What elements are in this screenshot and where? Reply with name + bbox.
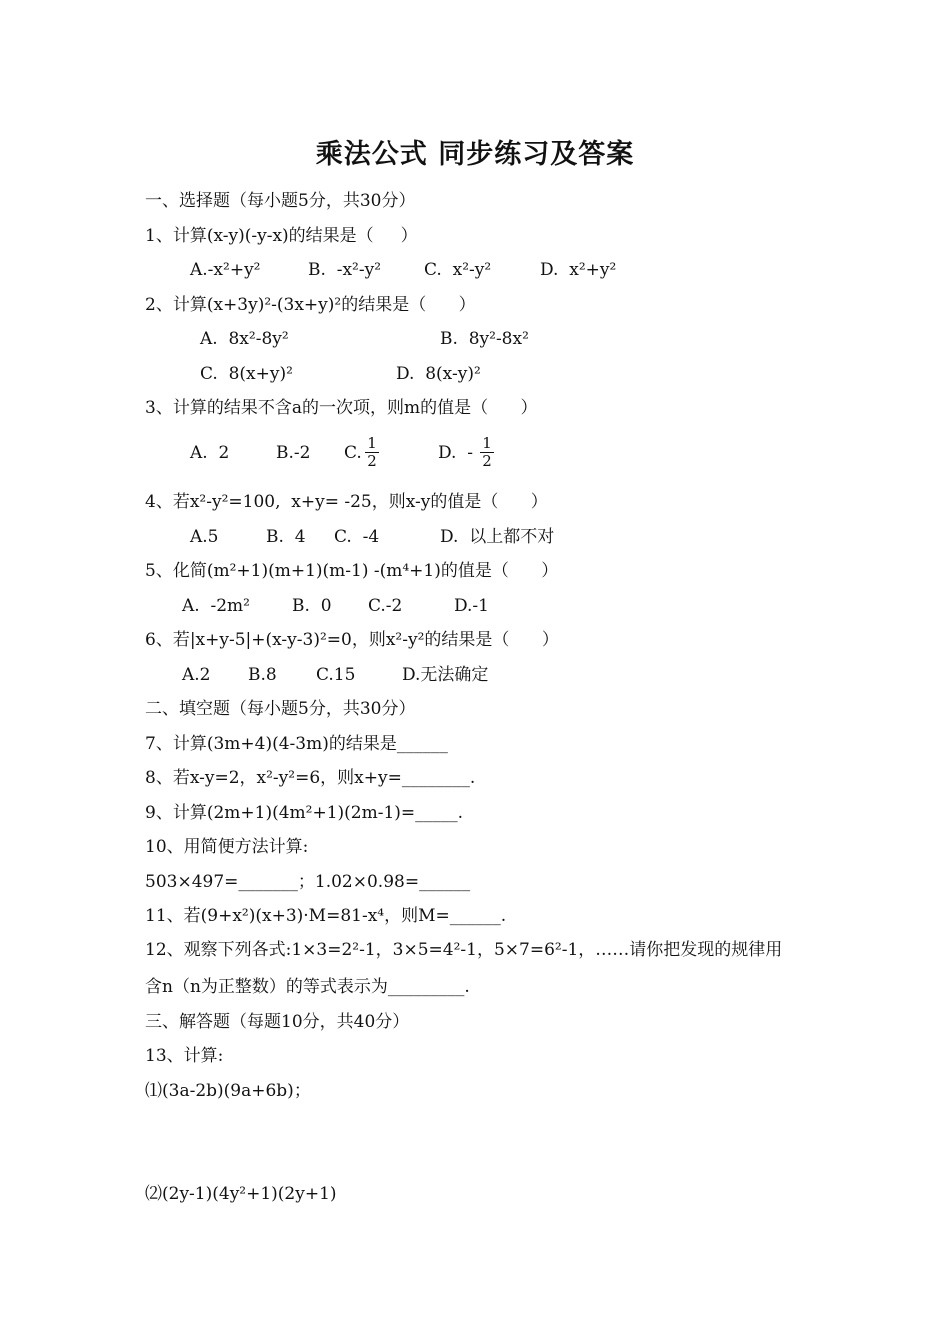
- option-c: C. x²-y²: [424, 260, 492, 280]
- question-4-stem: 4、若x²-y²=100, x+y= -25，则x-y的值是（ ）: [145, 492, 548, 512]
- option-d: D.-1: [454, 596, 489, 616]
- option-a: A.-x²+y²: [190, 260, 261, 280]
- question-13: 13、计算:: [145, 1046, 224, 1066]
- option-b: B.-2: [276, 443, 311, 463]
- option-a: A. -2m²: [182, 596, 250, 616]
- option-b: B. 4: [266, 527, 306, 547]
- question-2-stem: 2、计算(x+3y)²-(3x+y)²的结果是（ ）: [145, 295, 476, 315]
- option-d: D. x²+y²: [540, 260, 617, 280]
- option-c: C.: [344, 443, 362, 463]
- option-a: A.2: [182, 665, 211, 685]
- option-a: A. 8x²-8y²: [200, 329, 289, 349]
- section-heading-fill: 二、填空题（每小题5分，共30分）: [145, 699, 416, 719]
- question-11: 11、若(9+x²)(x+3)·M=81-x⁴，则M=______.: [145, 906, 507, 926]
- option-c: C.15: [316, 665, 356, 685]
- question-8: 8、若x-y=2，x²-y²=6，则x+y=________.: [145, 768, 476, 788]
- question-1-stem: 1、计算(x-y)(-y-x)的结果是（ ）: [145, 226, 418, 246]
- fraction-numerator: 1: [365, 435, 379, 453]
- question-3-stem: 3、计算的结果不含a的一次项，则m的值是（ ）: [145, 398, 538, 418]
- section-heading-choice: 一、选择题（每小题5分，共30分）: [145, 191, 416, 211]
- fraction-option-c: [365, 435, 379, 470]
- question-10-items: 503×497=_______；1.02×0.98=______: [145, 872, 471, 892]
- question-13-part1: ⑴(3a-2b)(9a+6b)；: [145, 1081, 311, 1101]
- option-c: C. -4: [334, 527, 380, 547]
- option-c: C. 8(x+y)²: [200, 364, 293, 384]
- page-title: 乘法公式 同步练习及答案: [315, 139, 635, 170]
- option-b: B. 0: [292, 596, 332, 616]
- question-12-line1: 12、观察下列各式:1×3=2²-1，3×5=4²-1，5×7=6²-1，……请你把发现的规律用: [145, 940, 783, 960]
- option-d: D. 8(x-y)²: [396, 364, 481, 384]
- fraction-denominator: 2: [367, 452, 377, 470]
- section-heading-solve: 三、解答题（每题10分，共40分）: [145, 1012, 410, 1032]
- option-a: A. 2: [190, 443, 230, 463]
- question-12-line2: 含n（n为正整数）的等式表示为_________.: [145, 977, 470, 997]
- question-9: 9、计算(2m+1)(4m²+1)(2m-1)=_____.: [145, 803, 464, 823]
- question-5-stem: 5、化简(m²+1)(m+1)(m-1) -(m⁴+1)的值是（ ）: [145, 561, 559, 581]
- option-b: B.8: [248, 665, 277, 685]
- option-c: C.-2: [368, 596, 403, 616]
- question-10: 10、用简便方法计算:: [145, 837, 309, 857]
- fraction-denominator: 2: [482, 452, 492, 470]
- question-13-part2: ⑵(2y-1)(4y²+1)(2y+1): [145, 1184, 337, 1204]
- question-6-stem: 6、若|x+y-5|+(x-y-3)²=0，则x²-y²的结果是（ ）: [145, 630, 559, 650]
- option-d: D. -: [438, 443, 473, 463]
- option-b: B. 8y²-8x²: [440, 329, 529, 349]
- fraction-option-d: [480, 435, 494, 470]
- option-d: D.无法确定: [402, 665, 489, 685]
- question-7: 7、计算(3m+4)(4-3m)的结果是______: [145, 734, 448, 754]
- option-a: A.5: [190, 527, 219, 547]
- fraction-numerator: 1: [480, 435, 494, 453]
- option-d: D. 以上都不对: [440, 527, 555, 547]
- option-b: B. -x²-y²: [308, 260, 382, 280]
